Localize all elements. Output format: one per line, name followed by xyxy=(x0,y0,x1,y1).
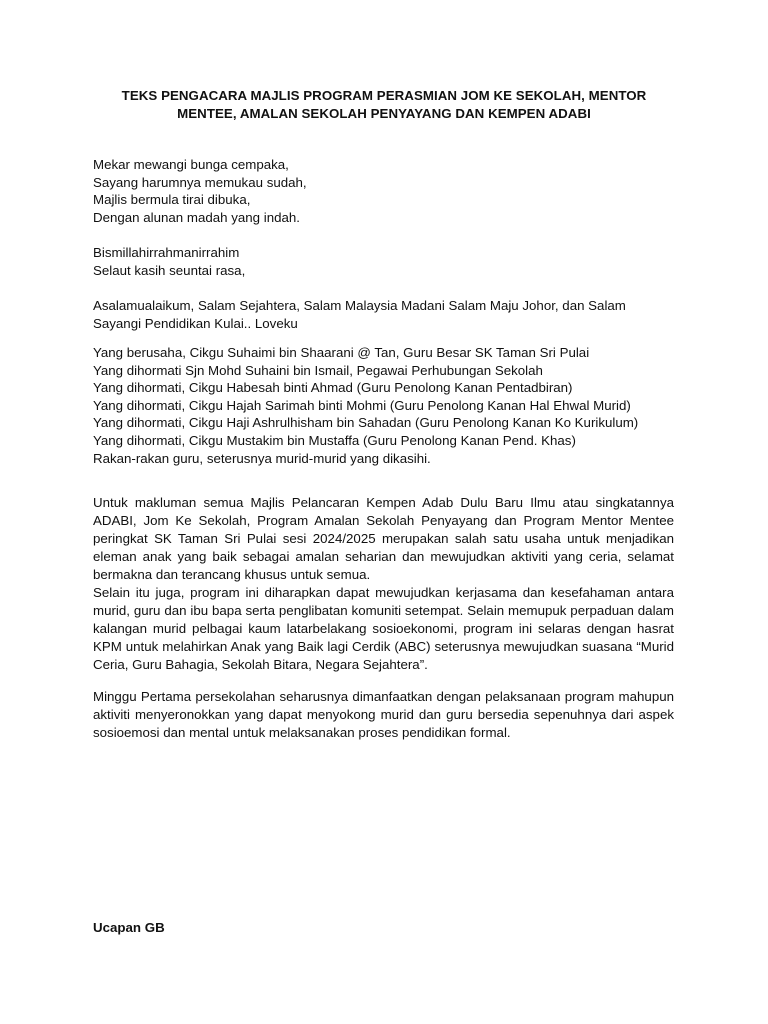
pantun-verse xyxy=(93,156,674,226)
dignitary-line: Yang dihormati, Cikgu Hajah Sarimah binti Mohmi (Guru Penolong Kanan Hal Ehwal Murid) xyxy=(93,397,631,413)
greeting xyxy=(93,297,674,332)
body-paragraphs xyxy=(93,494,674,674)
dignitary-line: Yang dihormati, Cikgu Haji Ashrulhisham bin Sahadan (Guru Penolong Kanan Ko Kurikulum) xyxy=(93,415,639,431)
dignitary-line: Yang berusaha, Cikgu Suhaimi bin Shaarani @ Tan, Guru Besar SK Taman Sri Pulai xyxy=(93,345,590,360)
opening-line: Bismillahirrahmanirrahim xyxy=(93,245,240,260)
body-paragraph-3-wrap xyxy=(93,688,674,742)
opening-lines xyxy=(93,244,674,279)
dignitary-line: Yang dihormati, Cikgu Mustakim bin Mustaffa (Guru Penolong Kanan Pend. Khas) xyxy=(93,432,576,448)
document-title xyxy=(92,87,676,123)
dignitary-line: Yang dihormati Sjn Mohd Suhaini bin Ismail, Pegawai Perhubungan Sekolah xyxy=(93,362,543,378)
pantun-line: Mekar mewangi bunga cempaka, xyxy=(93,157,289,172)
opening-line: Selaut kasih seuntai rasa, xyxy=(93,262,246,278)
paragraph-3: Minggu Pertama persekolahan seharusnya dimanfaatkan dengan pelaksanaan program mahupun aktiviti menyeronokkan yang dapat menyokong murid dan guru bersedia sepenuhnya dari aspek sosioemosi dan mental untuk melaksanakan proses pendidikan formal. xyxy=(93,689,674,740)
dignitary-line: Yang dihormati, Cikgu Habesah binti Ahmad (Guru Penolong Kanan Pentadbiran) xyxy=(93,380,573,396)
paragraph-2: Selain itu juga, program ini diharapkan dapat mewujudkan kerjasama dan kesefahaman antara murid, guru dan ibu bapa serta penglibatan komuniti setempat. Selain memupuk perpaduan dalam kalangan murid pelbagai kaum latarbelakang sosioekonomi, program ini selaras dengan hasrat KPM untuk melahirkan Anak yang Baik lagi Cerdik (ABC) seterusnya mewujudkan suasana “Murid Ceria, Guru Bahagia, Sekolah Bitara, Negara Sejahtera”. xyxy=(93,585,674,672)
title-line-2: MENTEE, AMALAN SEKOLAH PENYAYANG DAN KEMPEN ADABI xyxy=(177,106,591,121)
pantun-line: Majlis bermula tirai dibuka, xyxy=(93,192,251,208)
greeting-line: Asalamualaikum, Salam Sejahtera, Salam Malaysia Madani Salam Maju Johor, dan Salam xyxy=(93,298,626,313)
pantun-line: Sayang harumnya memukau sudah, xyxy=(93,174,307,190)
dignitaries-list xyxy=(93,344,674,467)
title-line-1: TEKS PENGACARA MAJLIS PROGRAM PERASMIAN JOM KE SEKOLAH, MENTOR xyxy=(121,88,647,103)
pantun-line: Dengan alunan madah yang indah. xyxy=(93,209,301,225)
paragraph-1: Untuk makluman semua Majlis Pelancaran Kempen Adab Dulu Baru Ilmu atau singkatannya ADABI, Jom Ke Sekolah, Program Amalan Sekolah Penyayang dan Program Mentor Mentee peringkat SK Taman Sri Pulai sesi 2024/2025 merupakan salah satu usaha untuk menjadikan eleman anak yang baik sebagai amalan seharian dan mewujudkan aktiviti yang ceria, selamat bermakna dan terancang khusus untuk semua. xyxy=(93,495,674,582)
section-heading: Ucapan GB xyxy=(93,920,165,935)
dignitary-line: Rakan-rakan guru, seterusnya murid-murid yang dikasihi. xyxy=(93,450,431,466)
greeting-line: Sayangi Pendidikan Kulai.. Loveku xyxy=(93,315,298,331)
